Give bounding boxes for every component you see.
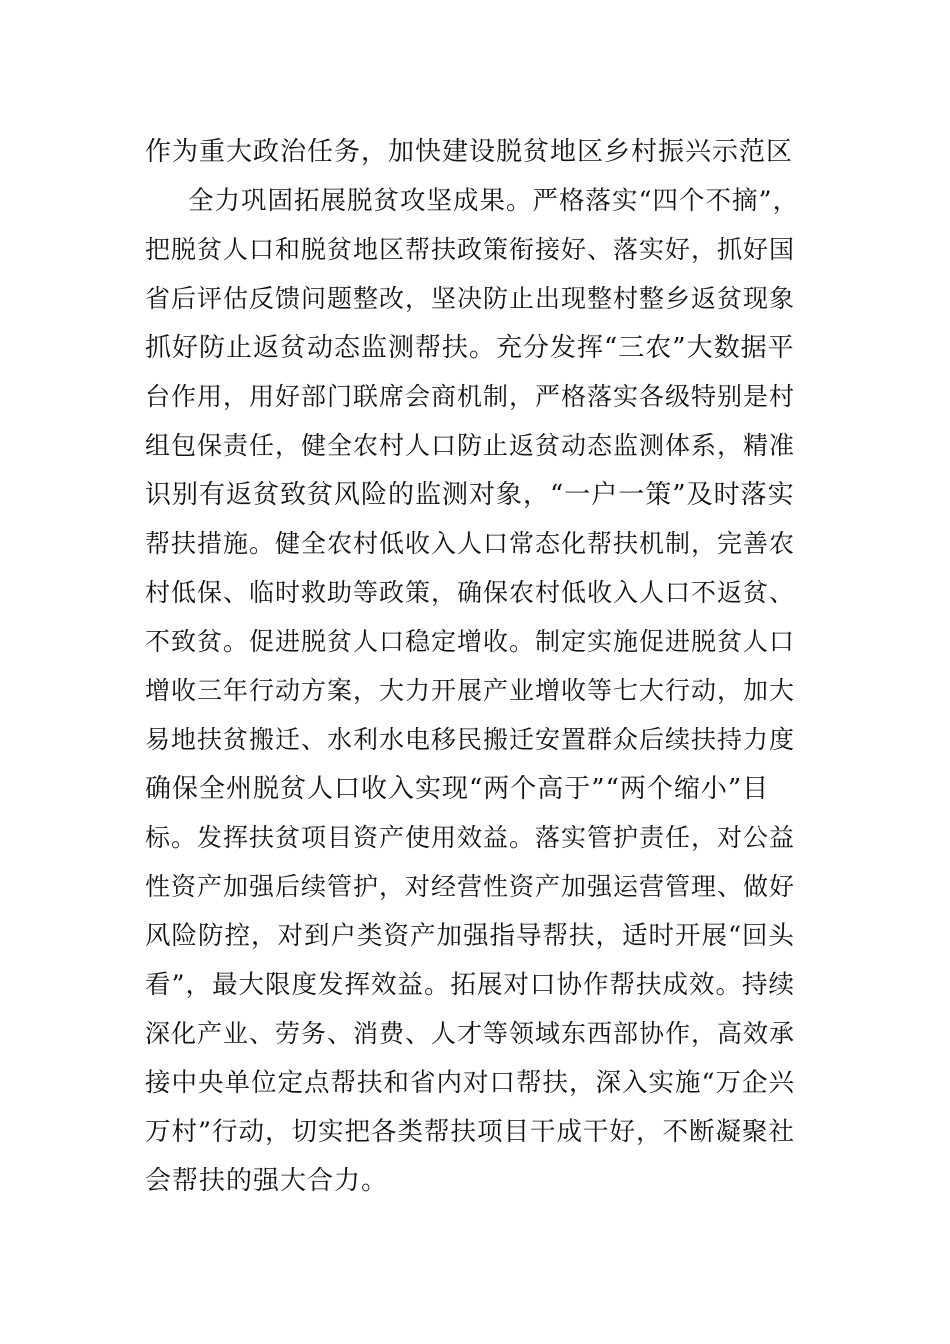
text-line: 标。发挥扶贫项目资产使用效益。落实管护责任，对公益	[145, 823, 796, 852]
text-line: 抓好防止返贫动态监测帮扶。充分发挥“三农”大数据平	[145, 333, 795, 363]
text-line: 省后评估反馈问题整改，坚决防止出现整村整乡返贫现象	[145, 284, 796, 313]
text-line: 万村”行动，切实把各类帮扶项目干成干好，不断凝聚社	[145, 1117, 796, 1147]
text-line: 把脱贫人口和脱贫地区帮扶政策衔接好、落实好，抓好国	[145, 235, 796, 264]
text-line: 组包保责任，健全农村人口防止返贫动态监测体系，精准	[145, 431, 796, 460]
text-line: 看”，最大限度发挥效益。拓展对口协作帮扶成效。持续	[145, 970, 796, 1000]
text-line: 确保全州脱贫人口收入实现“两个高于”“两个缩小”目	[145, 774, 770, 804]
text-line: 风险防控，对到户类资产加强指导帮扶，适时开展“回头	[145, 921, 796, 951]
text-line: 深化产业、劳务、消费、人才等领域东西部协作，高效承	[145, 1019, 796, 1048]
text-line: 会帮扶的强大合力。	[145, 1166, 389, 1196]
text-line: 易地扶贫搬迁、水利水电移民搬迁安置群众后续扶持力度	[145, 725, 796, 754]
text-line: 作为重大政治任务，加快建设脱贫地区乡村振兴示范区	[145, 137, 794, 167]
text-line: 台作用，用好部门联席会商机制，严格落实各级特别是村	[145, 382, 796, 411]
text-line: 村低保、临时救助等政策，确保农村低收入人口不返贫、	[145, 578, 796, 607]
text-line: 性资产加强后续管护，对经营性资产加强运营管理、做好	[145, 872, 796, 901]
text-line: 接中央单位定点帮扶和省内对口帮扶，深入实施“万企兴	[145, 1068, 796, 1098]
text-line: 增收三年行动方案，大力开展产业增收等七大行动，加大	[145, 676, 796, 705]
text-line: 不致贫。促进脱贫人口稳定增收。制定实施促进脱贫人口	[145, 627, 796, 656]
paragraph-first-line: 全力巩固拓展脱贫攻坚成果。严格落实“四个不摘”，	[188, 186, 800, 216]
text-line: 帮扶措施。健全农村低收入人口常态化帮扶机制，完善农	[145, 529, 796, 558]
text-line: 识别有返贫致贫风险的监测对象，“一户一策”及时落实	[145, 480, 795, 510]
